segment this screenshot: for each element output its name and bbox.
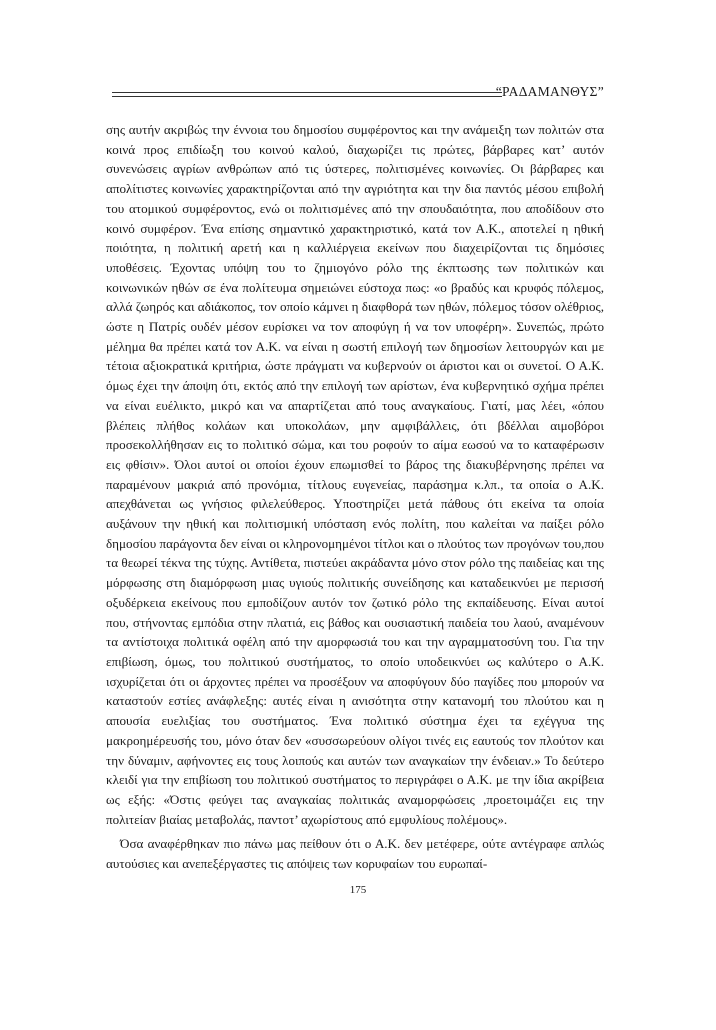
running-header: [112, 82, 604, 102]
page-number: 175: [349, 884, 367, 896]
running-title: “ΡΑΔΑΜΑΝΘΥΣ”: [495, 84, 604, 99]
header-double-rule: [112, 92, 502, 97]
paragraph-2: Όσα αναφέρθηκαν πιο πάνω μας πείθουν ότι ο Α.Κ. δεν μετέφερε, ούτε αντέγραφε απλώς αυτούσιες και ανεπεξέργαστες τις απόψεις των κορυφαίων του ευρωπαί-: [106, 836, 604, 872]
body-text: [106, 120, 604, 874]
paragraph-1: σης αυτήν ακριβώς την έννοια του δημοσίου συμφέροντος και την ανάμειξη των πολιτών στα κοινά προς επιδίωξη του κοινού καλού, διαχωρίζει τις πρώτες, βάρβαρες κατ’ αυτόν συνενώσεις αγρίων ανθρώπων από τις ύστερες, πολιτισμένες κοινωνίες. Οι βάρβαρες και απολίτιστες κοινωνίες χαρακτηρίζονται από την αγριότητα και την δια παντός μέσου επιβολή του ατομικού συμφέροντος, ενώ οι πολιτισμένες από την σπουδαιότητα, που αποδίδουν στο κοινό συμφέρον. Ένα επίσης σημαντικό χαρακτηριστικό, κατά τον Α.Κ., αποτελεί η ηθική ποιότητα, η πολιτική αρετή και η καλλιέργεια εκείνων που διαχειρίζονται τις δημόσιες υποθέσεις. Έχοντας υπόψη του το ζημιογόνο ρόλο της έκπτωσης των πολιτικών και κοινωνικών ηθών σε ένα πολίτευμα σημειώνει εύστοχα πως: «ο βραδύς και κρυφός πόλεμος, αλλά ζωηρός και αδιάκοπος, τον οποίο κάμνει η διαφθορά των ηθών, πόλεμος τόσον ολέθριος, ώστε η Πατρίς ουδέν μέσον ευρίσκει να τον αποφύγη ή να τον υποφέρη». Συνεπώς, πρώτο μέλημα θα πρέπει κατά τον Α.Κ. να είναι η σωστή επιλογή των δημοσίων λειτουργών και με τέτοια αξιοκρατικά κριτήρια, ώστε πράγματι να κυβερνούν οι άριστοι και οι συνετοί. Ο Α.Κ. όμως έχει την άποψη ότι, εκτός από την επιλογή των αρίστων, ένα κυβερνητικό σχήμα πρέπει να είναι ευέλικτο, μικρό και να απαρτίζεται από τους αναγκαίους. Γιατί, μας λέει, «όπου βλέπεις πλήθος κολάων και υποκολάων, μην αμφιβάλλεις, ότι βδέλλαι αιμοβόροι προσεκολλήθησαν εις το πολιτικό σώμα, και του ροφούν το αίμα εωσού να το καταφέρωσιν εις φθίσιν». Όλοι αυτοί οι οποίοι έχουν επωμισθεί το βάρος της διακυβέρνησης πρέπει να παραμένουν μακριά από προνόμια, τίτλους ευγενείας, παράσημα κ.λπ., τα οποία ο Α.Κ. απεχθάνεται ως γνήσιος φιλελεύθερος. Υποστηρίζει μετά πάθους ότι εκείνα τα οποία αυξάνουν την ηθική και πολιτισμική υπόσταση ενός πολίτη, που καλείται να παίξει ρόλο δημοσίου παράγοντα δεν είναι οι κληρονομημένοι τίτλοι και ο πλούτος των προγόνων του,που τα θεωρεί τέκνα της τύχης. Αντίθετα, πιστεύει ακράδαντα μόνο στον ρόλο της παιδείας και της μόρφωσης στη διαμόρφωση μιας υγιούς πολιτικής συνείδησης και καταδεικνύει με περισσή οξυδέρκεια εκείνους που εμποδίζουν αυτόν τον ζωτικό ρόλο της εκπαίδευσης. Είναι αυτοί που, στήνοντας εμπόδια στην πλατιά, εις βάθος και ουσιαστική παιδεία του λαού, αναμένουν τα αντίστοιχα πολιτικά οφέλη από την αμορφωσιά του και την αγραμματοσύνη του. Για την επιβίωση, όμως, του πολιτικού συστήματος, το οποίο υποδεικνύει ως καλύτερο ο Α.Κ. ισχυρίζεται ότι οι άρχοντες πρέπει να προσέξουν να αποφύγουν δύο παγίδες που μπορούν να καταστούν εστίες ανάφλεξης: αυτές είναι η ανισότητα στην κατανομή του πλούτου και η απουσία ευελιξίας του συστήματος. Ένα πολιτικό σύστημα έχει τα εχέγγυα της μακροημέρευσής του, μόνο όταν δεν «συσσωρεύουν ολίγοι τινές εις εαυτούς τον πλούτον και την δύναμιν, αφήνοντες εις τους λοιπούς και αυτών των αναγκαίων την ένδειαν.» Το δεύτερο κλειδί για την επιβίωση του πολιτικού συστήματος το περιγράφει ο Α.Κ. με την ίδια ακρίβεια ως εξής: «Όστις φεύγει τας αναγκαίας πολιτικάς αναμορφώσεις ,προετοιμάζει εις την πολιτείαν βιαίας μεταβολάς, παντοτ’ αχωρίστους από εμφυλίους πολέμους».: [106, 122, 604, 827]
